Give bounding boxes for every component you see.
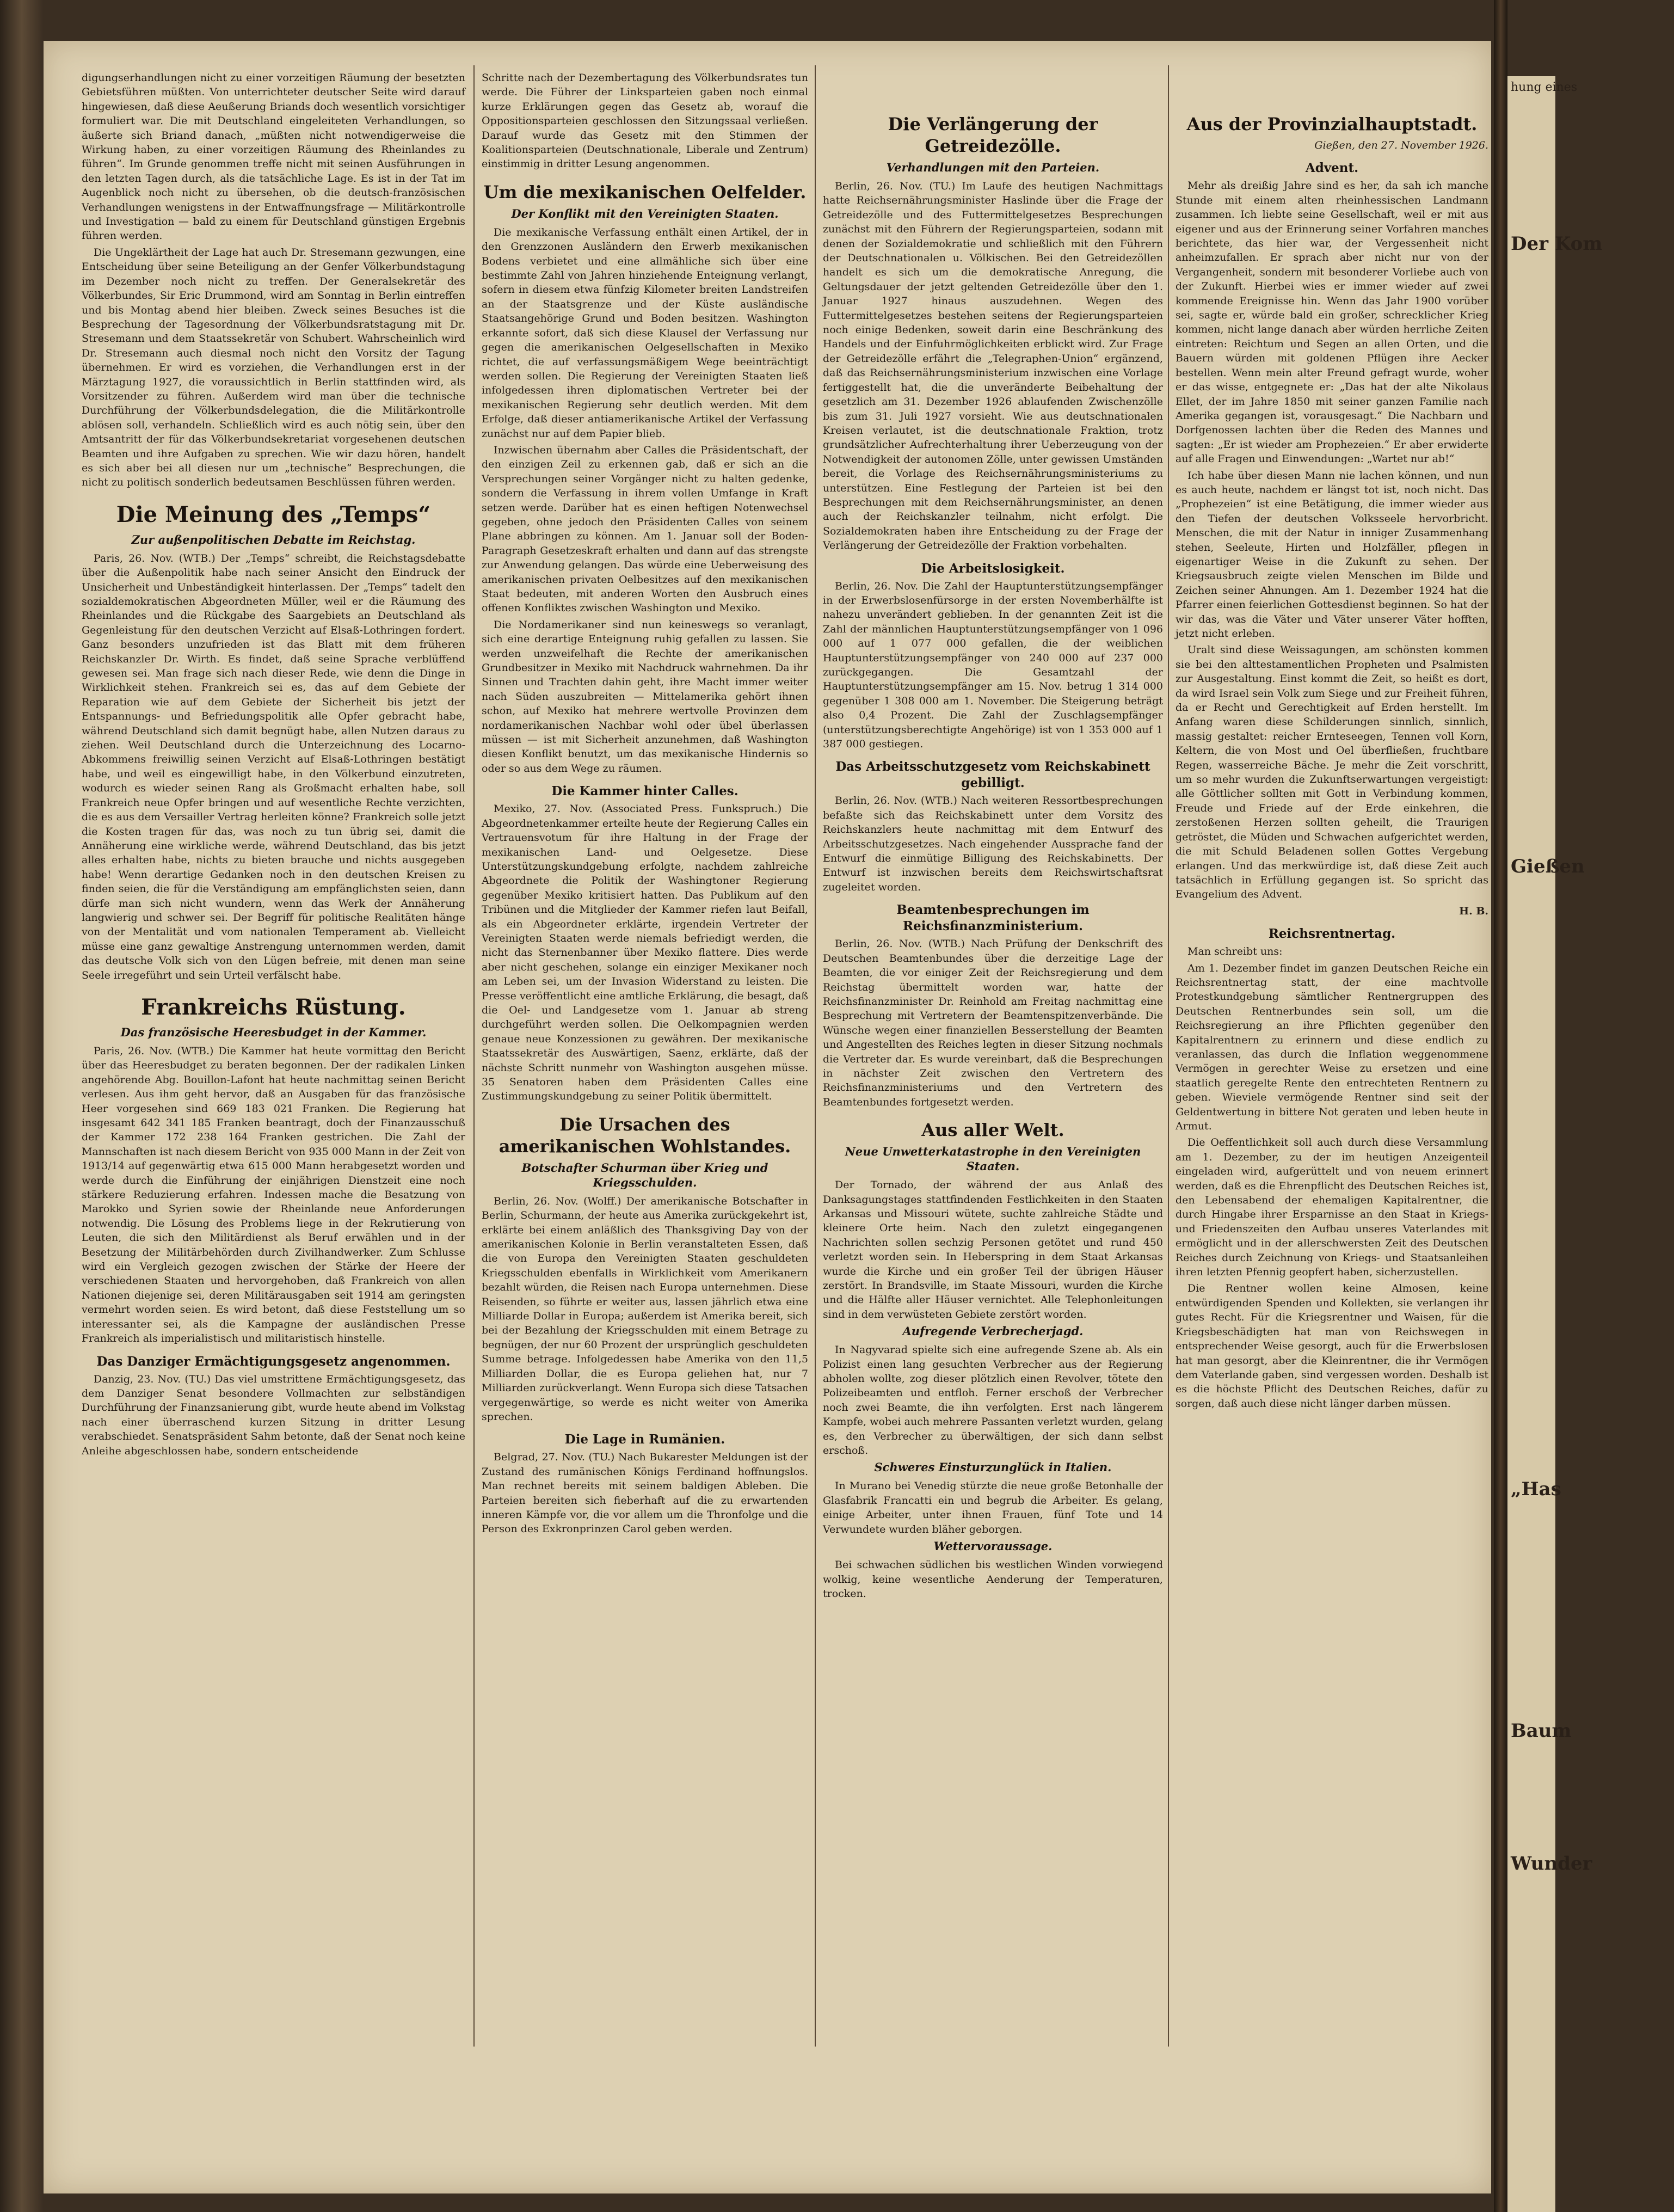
column-3 [823, 103, 1163, 2117]
adjacent-page-fragment [1507, 76, 1603, 2212]
article-paragraph: Bei schwachen südlichen bis westlichen Winden vorwiegend wolkig, keine wesentliche Aenderung der Temperaturen, trocken. [823, 1559, 1163, 1600]
subheadline-getreidezoelle: Verhandlungen mit den Parteien. [886, 161, 1100, 174]
article-paragraph: Mexiko, 27. Nov. (Associated Press. Funkspruch.) Die Abgeordnetenkammer erteilte heute der Regierung Calles ein Vertrauensvotum für ihre Haltung in der Frage der mexikanischen Land- und Oelgesetze. Diese Unterstützungskundgebung erfolgte, nachdem zahlreiche Abgeordnete die Politik der Washingtoner Regierung gegenüber Mexiko kritisiert hatten. Das Publikum auf den Tribünen und die Mitglieder der Kammer riefen laut Beifall, als ein Abgeordneter erklärte, irgendein Vertreter der Vereinigten Staaten werde niemals befriedigt werden, die nicht das Sternenbanner über Mexiko flattere. Dies werde aber nicht geschehen, solange ein einziger Mexikaner noch am Leben sei, um der Invasion Widerstand zu leisten. Die Presse veröffentlicht eine amtliche Erklärung, die besagt, daß die Oel- und Landgesetze vom 1. Januar ab streng durchgeführt werden sollen. Die Oelkompagnien werden genaue neue Konzessionen zu gewähren. Der mexikanische Staatssekretär des Auswärtigen, Saenz, erklärte, daß der nächste Schritt nunmehr von Washington ausgehen müsse. 35 Senatoren haben dem Präsidenten Calles eine Zustimmungskundgebung zu seiner Politik übermittelt. [482, 803, 808, 1103]
article-paragraph: Am 1. Dezember findet im ganzen Deutschen Reiche ein Reichsrentnertag statt, der eine machtvolle Protestkundgebung sämtlicher Rentnergruppen des Deutschen Rentnerbundes sein soll, um die Reichsregierung an ihre Pflichten gegenüber den Kapitalrentnern zu erinnern und diese endlich zu veranlassen, das durch die Inflation weggenommene Vermögen in gerechter Weise zu ersetzen und eine staatlich geregelte Rente den entrechteten Rentnern zu geben. Wieviele vermögende Rentner sind seit der Geldentwertung in bittere Not geraten und leben heute in Armut. [1176, 962, 1488, 1132]
fragment-line: hung eines [1511, 81, 1578, 94]
column-rule [473, 65, 475, 2047]
fragment-heading: „Has [1511, 1478, 1561, 1500]
column-1 [82, 71, 465, 2025]
subheadline-oelfelder: Der Konflikt mit den Vereinigten Staaten. [511, 206, 779, 220]
column-4 [1176, 103, 1488, 2117]
article-paragraph: Berlin, 26. Nov. (Wolff.) Der amerikanische Botschafter in Berlin, Schurmann, der heute aus Amerika zurückgekehrt ist, erklärte bei einem anläßlich des Thanksgiving Day von der amerikanischen Kolonie in Berlin veranstalteten Essen, daß die von Europa den Vereinigten Staaten geschuldeten Kriegsschulden ebenfalls in Wirklichkeit vom Amerikanern bezahlt würden, die Reisen nach Europa unternehmen. Diese Reisenden, so führte er weiter aus, lassen jährlich etwa eine Milliarde Dollar in Europa; außerdem ist Amerika bereit, sich bei der Bezahlung der Kriegsschulden mit einem Betrage zu begnügen, der nur 60 Prozent der ursprünglich geschuldeten Summe betrage. Infolgedessen habe Amerika von den 11,5 Milliarden Dollar, die es Europa geliehen hat, nur 7 Milliarden zurückverlangt. Wenn Europa sich diese Tatsachen vergegenwärtige, so werde es nicht weiter von Amerika sprechen. [482, 1195, 808, 1423]
headline-ruestung: Frankreichs Rüstung. [141, 994, 406, 1020]
dateline: Gießen, den 27. November 1926. [1314, 139, 1488, 151]
article-paragraph: Paris, 26. Nov. (WTB.) Der „Temps“ schreibt, die Reichstagsdebatte über die Außenpolitik habe nach seiner Ansicht den Eindruck der Unsicherheit und Unbeständigkeit hinterlassen. Der „Temps“ tadelt den sozialdemokratischen Abgeordneten Müller, weil er die Räumung des Rheinlandes und die Rückgabe des Saargebiets an Deutschland als Gegenleistung für den deutschen Verzicht auf Elsaß-Lothringen fordert. Ganz besonders unzufrieden ist das Blatt mit dem früheren Reichskanzler Dr. Wirth. Es findet, daß seine Sprache verblüffend gewesen sei. Man frage sich nach dieser Rede, wie denn die Dinge in Wirklichkeit stehen. Frankreich sei es, das auf dem Gebiete der Reparation wie auf dem Gebiete der Sicherheit bis jetzt der Entspannungs- und Befriedungspolitik alle Opfer gebracht habe, während Deutschland sich damit begnügt habe, allen Nutzen daraus zu ziehen. Weil Deutschland durch die Unterzeichnung des Locarno-Abkommens freiwillig seinen Verzicht auf Elsaß-Lothringen bestätigt habe, und weil es eingewilligt habe, in den Völkerbund einzutreten, wodurch es wieder seinen Rang als Großmacht erhalten habe, soll Frankreich neue Opfer bringen und auf wesentliche Rechte verzichten, die es aus dem Versailler Vertrag herleiten könne? Frankreich solle jetzt die Kosten tragen für das, was noch zu tun übrig sei, damit die Annäherung eine wirkliche werde, während Deutschland, das bis jetzt alles erhalten habe, nichts zu bieten brauche und nichts ausgegeben habe! Wenn derartige Gedanken noch in den deutschen Kreisen zu finden seien, die für die Verständigung am empfänglichsten seien, dann dürfe man sich nicht wundern, wenn das Werk der Annäherung langwierig und schwer sei. Der Begriff für politische Realitäten hänge von der Mentalität und vom nationalen Temperament ab. Vielleicht müsse eine ganz gewaltige Anstrengung unternommen werden, damit das deutsche Volk sich von den Lügen befreie, mit denen man seine Seele irregeführt und sein Urteil verfälscht habe. [82, 552, 465, 981]
headline-reichsrentnertag: Reichsrentnertag. [1268, 926, 1396, 942]
article-paragraph: In Nagyvarad spielte sich eine aufregende Szene ab. Als ein Polizist einen lang gesuchten Verbrecher aus der Regierung abholen wollte, zog dieser plötzlich einen Revolver, tötete den Polizeibeamten und entfloh. Ferner erschoß der Verbrecher noch zwei Beamte, die ihn verfolgten. Erst nach längerem Kampfe, wobei auch mehrere Passanten verletzt wurden, gelang es, den Verbrecher zu überwältigen, der sich dann selbst erschoß. [823, 1344, 1163, 1457]
article-paragraph: Danzig, 23. Nov. (TU.) Das viel umstrittene Ermächtigungsgesetz, das dem Danziger Senat besondere Vollmachten zur selbständigen Durchführung der Finanzsanierung gibt, wurde heute abend im Volkstag nach einer überraschend kurzen Sitzung in dritter Lesung verabschiedet. Senatspräsident Sahm betonte, daß der Senat noch keine Anleihe abgeschlossen habe, sondern entscheidende [82, 1373, 465, 1457]
article-paragraph: Paris, 26. Nov. (WTB.) Die Kammer hat heute vormittag den Bericht über das Heeresbudget zu beraten begonnen. Der der radikalen Linken angehörende Abg. Bouillon-Lafont hat heute nachmittag seinen Bericht verlesen. Aus ihm geht hervor, daß an Ausgaben für das französische Heer vorgesehen sind 669 183 021 Franken. Die Regierung hat insgesamt 642 341 185 Franken beantragt, doch der Finanzausschuß der Kammer 172 238 164 Franken gestrichen. Die Zahl der Mannschaften ist nach diesem Bericht von 935 000 Mann in der Zeit von 1913/14 auf gegenwärtig etwa 615 000 Mann herabgesetzt worden und werde durch die Einführung der einjährigen Dienstzeit eine noch stärkere Reduzierung erfahren. Indessen mache die Besatzung von Marokko und Syrien sowie der Rheinlande neue Anforderungen notwendig. Die Lösung des Problems liege in der Rekrutierung von Leuten, die sich den Militärdienst als Beruf erwählen und in der Besetzung der Militärbehörden durch Zivilhandwerker. Zum Schlusse wird ein Vergleich gezogen zwischen der Stärke der Heere der verschiedenen Staaten und hervorgehoben, daß Frankreich von allen Nationen diejenige sei, deren Militärausgaben seit 1914 am geringsten vermehrt worden seien. Es wird betont, daß diese Feststellung um so interessanter sei, als die Kampagne der ausländischen Presse Frankreich als imperialistisch und militaristisch hinstelle. [82, 1044, 465, 1345]
subheadline-ruestung: Das französische Heeresbudget in der Kammer. [120, 1025, 427, 1039]
article-paragraph: Inzwischen übernahm aber Calles die Präsidentschaft, der den einzigen Zeil zu erkennen gab, daß er sich an die Versprechungen seiner Vorgänger nicht zu halten gedenke, sondern die Verfassung in ihrem vollen Umfange in Kraft setzen werde. Darüber hat es einen heftigen Notenwechsel gegeben, ohne jedoch den Präsidenten Calles von seinem Plane abbringen zu können. Am 1. Januar soll der Boden-Paragraph Gesetzeskraft erhalten und dann auf das strengste zur Anwendung gelangen. Das würde eine Ueberweisung des amerikanischen privaten Oelbesitzes auf den mexikanischen Staat bedeuten, mit anderen Worten den Ausbruch eines offenen Konfliktes zwischen Washington und Mexiko. [482, 444, 808, 615]
article-paragraph: Uralt sind diese Weissagungen, am schönsten kommen sie bei den alttestamentlichen Propheten und Psalmisten zur Ausgestaltung. Einst kommt die Zeit, so heißt es dort, da wird Israel sein Volk zum Siege und zur Freiheit führen, da er Recht und Gerechtigkeit auf Erden herstellt. Im Anfang waren diese Schilderungen sinnlich, sinnlich, massig gestaltet: reicher Ernteseegen, Tennen voll Korn, Keltern, die von Most und Oel überfließen, fruchtbare Regen, wasserreiche Bäche. Je mehr die Zeit vorschritt, um so mehr wurden die Zukunftserwartungen vergeistigt: alle Göttlicher sollten mit Gott in Verbindung kommen, Freude und Friede auf der Erde einkehren, die zerstoßenen Herzen sollten geheilt, die Traurigen getröstet, die Müden und Schwachen aufgerichtet werden, die mit Schuld Beladenen sollen Gottes Vergebung erlangen. Und das merkwürdige ist, daß diese Zeit auch tatsächlich in Erfüllung gegangen ist. So spricht das Evangelium des Advent. [1176, 644, 1488, 901]
headline-rumaenien: Die Lage in Rumänien. [564, 1432, 725, 1447]
article-paragraph: Schritte nach der Dezembertagung des Völkerbundsrates tun werde. Die Führer der Linksparteien gaben noch einmal kurze Erklärungen gegen das Gesetz ab, worauf die Oppositionsparteien geschlossen den Sitzungssaal verließen. Darauf wurde das Gesetz mit den Stimmen der Koalitionsparteien (Deutschnationale, Liberale und Zentrum) einstimmig in dritter Lesung angenommen. [482, 72, 808, 170]
adjacent-text [1507, 76, 1674, 1876]
headline-arbeitslosigkeit: Die Arbeitslosigkeit. [921, 561, 1065, 576]
subheadline-einsturz: Schweres Einsturzunglück in Italien. [874, 1460, 1112, 1474]
article-paragraph: digungserhandlungen nicht zu einer vorzeitigen Räumung der besetzten Gebietsführen müßten. Von unterrichteter deutscher Seite wird darauf hingewiesen, daß diese Aeußerung Briands doch wesentlich vorsichtiger formuliert war. Die mit Deutschland eingeleiteten Verhandlungen, so äußerte sich Briand danach, „müßten nicht notwendigerweise die Wirkung haben, zu einer vorzeitigen Räumung des Rheinlandes zu führen“. Im Grunde genommen treffe nicht mit seinen Ausführungen in den letzten Tagen durch, als die tatsächliche Lage. Es ist in der Tat im Augenblick noch nicht zu übersehen, ob die deutsch-französischen Verhandlungen wenigstens in der Entwaffnungsfrage — Militärkontrolle und Investigation — bald zu einem für Deutschland günstigen Ergebnis führen werden. [82, 72, 465, 242]
headline-getreidezoelle: Die Verlängerung der Getreidezölle. [888, 114, 1098, 156]
subheadline-temps: Zur außenpolitischen Debatte im Reichstag. [131, 532, 416, 546]
subheadline-verbrecherjagd: Aufregende Verbrecherjagd. [902, 1324, 1084, 1338]
article-paragraph: Die Rentner wollen keine Almosen, keine entwürdigenden Spenden und Kollekten, sie verlangen ihr gutes Recht. Für die Kriegsrentner und Waisen, für die Kriegsbeschädigten hat man von Reichswegen in entsprechender Weise gesorgt, auch für die Erwerbslosen hat man gesorgt, aber die Kleinrentner, die ihr Vermögen dem Vaterlande gaben, sind vergessen worden. Deshalb ist es die höchste Pflicht des Deutschen Reiches, dafür zu sorgen, daß auch diese nicht länger darben müssen. [1176, 1282, 1488, 1410]
subheadline-unwetter: Neue Unwetterkatastrophe in den Vereinigten Staaten. [845, 1145, 1141, 1173]
headline-beamte: Beamtenbesprechungen im Reichsfinanzministerium. [896, 902, 1090, 934]
headline-advent: Advent. [1305, 161, 1359, 176]
article-paragraph: Der Tornado, der während der aus Anlaß des Danksagungstages stattfindenden Festlichkeiten in den Staaten Arkansas und Missouri wütete, suchte zahlreiche Städte und kleinere Orte heim. Nach den zuletzt eingegangenen Nachrichten sollen sechzig Personen getötet und rund 450 verletzt worden sein. In Heberspring in dem Staat Arkansas wurde die Kirche und ein großer Teil der übrigen Häuser zerstört. In Brandsville, im Staate Missouri, wurden die Kirche und die Hälfte aller Häuser vernichtet. Alle Telephonleitungen sind in dem verwüsteten Gebiete zerstört worden. [823, 1179, 1163, 1320]
headline-provinzialhauptstadt: Aus der Provinzialhauptstadt. [1186, 114, 1478, 134]
column-rule [1168, 65, 1169, 2047]
headline-oelfelder: Um die mexikanischen Oelfelder. [483, 181, 807, 202]
article-paragraph: Mehr als dreißig Jahre sind es her, da sah ich manche Stunde mit einem alten rheinhessischen Landmann zusammen. Ich liebte seine Gesellschaft, weil er mit aus eigener und aus der Erinnerung seiner Vorfahren manches berichtete, das hier war, der Vergessenheit nicht anheimzufallen. Er sprach aber nicht nur von der Vergangenheit, sondern mit besonderer Vorliebe auch von der Zukunft. Hierbei wies er immer wieder auf zwei kommende Ereignisse hin. Wenn das Jahr 1900 vorüber sei, sagte er, würde bald ein großer, schrecklicher Krieg kommen, nicht lange danach aber würden herrliche Zeiten eintreten: Reichtum und Segen an allen Orten, und die Bauern würden mit goldenen Pflügen ihre Aecker bestellen. Wenn mein alter Freund gefragt wurde, woher er das wisse, entgegnete er: „Das hat der alte Nikolaus Ellet, der im Jahre 1850 mit seiner ganzen Familie nach Amerika gegangen ist, vorausgesagt.“ Die Nachbarn und Dorfgenossen lachten über die Reden des Mannes und sagten: „Er ist wieder am Prophezeien.“ Er aber erwiderte auf alle Fragen und Einwendungen: „Wartet nur ab!“ [1176, 180, 1488, 465]
article-paragraph: Die Oeffentlichkeit soll auch durch diese Versammlung am 1. Dezember, zu der im heutigen Anzeigenteil eingeladen wird, aufgerüttelt und von neuem erinnert werden, daß es die Ehrenpflicht des Deutschen Reiches ist, den Lebensabend der ehemaligen Kapitalrentner, die durch Hingabe ihrer Ersparnisse an den Staat in Kriegs- und Friedenszeiten den Aufbau unseres Vaterlandes mit ermöglicht und in der allerschwersten Zeit des Deutschen Reiches durch Zeichnung von Kriegs- und Staatsanleihen ihren letzten Pfennig geopfert haben, sicherzustellen. [1176, 1136, 1488, 1279]
column-rule [815, 65, 816, 2047]
article-paragraph: Ich habe über diesen Mann nie lachen können, und nun es auch heute, nachdem er längst tot ist, noch nicht. Das „Prophezeien“ ist eine Betätigung, die immer wieder aus den Tiefen der deutschen Volksseele hervorbricht. Menschen, die mit der Natur in inniger Zusammenhang stehen, Seeleute, Hirten und Holzfäller, pflegen in eigenartiger Weise in die Zukunft zu sehen. Der Kriegsausbruch zeigte vielen Menschen im Bilde und Zeichen seiner Ahnungen. Am 1. Dezember 1924 hat die Pfarrer einen feierlichen Gottesdienst beginnen. So hat der wir das, was die Väter und Väter unserer Väter hofften, jetzt nicht erleben. [1176, 469, 1488, 640]
article-paragraph: Die mexikanische Verfassung enthält einen Artikel, der in den Grenzzonen Ausländern den Erwerb mexikanischen Bodens verbietet und eine allmähliche sich über eine bestimmte Zahl von Jahren hinziehende Enteignung verlangt, sofern in diesem etwa fünfzig Kilometer breiten Landstreifen an der Staatsgrenze und der Küste ausländische Staatsangehörige Grund und Boden besitzen. Washington erkannte sofort, daß sich diese Klausel der Verfassung nur gegen die amerikanischen Oelgesellschaften in Mexiko richtet, die auf verfassungsmäßigem Wege beeinträchtigt werden sollen. Die Regierung der Vereinigten Staaten ließ infolgedessen ihren diplomatischen Vertreter bei der mexikanischen Regierung sehr deutlich werden. Mit dem Erfolge, daß dieser antiamerikanische Artikel der Verfassung zunächst nur auf dem Papier blieb. [482, 226, 808, 440]
article-paragraph: Die Nordamerikaner sind nun keineswegs so veranlagt, sich eine derartige Enteignung ruhig gefallen zu lassen. Sie werden unzweifelhaft die Rechte der amerikanischen Grundbesitzer in Mexiko mit Nachdruck wahrnehmen. Da ihr Sinnen und Trachten dahin geht, ihre Macht immer weiter nach Süden auszubreiten — Mittelamerika gehört ihnen schon, auf Mexiko hat mehrere wertvolle Provinzen dem nordamerikanischen Nachbar wohl oder übel überlassen müssen — ist mit Sicherheit anzunehmen, daß Washington diesen Konflikt benutzt, um das mexikanische Hindernis so oder so aus dem Wege zu räumen. [482, 618, 808, 775]
article-paragraph: Berlin, 26. Nov. (WTB.) Nach Prüfung der Denkschrift des Deutschen Beamtenbundes über die derzeitige Lage der Beamten, die vor einiger Zeit der Reichsregierung und dem Reichstag übermittelt worden war, hatte der Reichsfinanzminister Dr. Reinhold am Freitag nachmittag eine Besprechung mit Vertretern der Beamtenspitzenverbände. Die Wünsche wegen einer finanziellen Besserstellung der Beamten und Angestellten des Reiches legten in dieser Sitzung nochmals die Vertreter dar. Es wurde vereinbart, daß die Besprechungen in nächster Zeit zwischen den Vertretern des Reichsfinanzministeriums und den Vertretern des Beamtenbundes fortgesetzt werden. [823, 938, 1163, 1108]
headline-wohlstand: Die Ursachen des amerikanischen Wohlstandes. [498, 1114, 791, 1157]
article-paragraph: Berlin, 26. Nov. (TU.) Im Laufe des heutigen Nachmittags hatte Reichsernährungsminister Haslinde über die Frage der Getreidezölle und des Futtermittelgesetzes Besprechungen zunächst mit den Führern der Regierungsparteien, sodann mit denen der Sozialdemokratie und schließlich mit den Führern der Deutschnationalen u. Völkischen. Bei den Getreidezöllen handelt es sich um die demokratische Anregung, die Geltungsdauer der jetzt geltenden Getreidezölle über den 1. Januar 1927 hinaus auszudehnen. Wegen des Futtermittelgesetzes bestehen seitens der Regierungsparteien noch einige Bedenken, soweit darin eine Beschränkung des Handels und der Einfuhrmöglichkeiten erblickt wird. Zur Frage der Getreidezölle erfährt die „Telegraphen-Union“ ergänzend, daß das Reichsernährungsministerium inzwischen eine Vorlage fertiggestellt hat, die die unveränderte Beibehaltung der gesetzlich am 31. Dezember 1926 ablaufenden Zwischenzölle bis zum 31. Juli 1927 vorsieht. Wie aus deutschnationalen Kreisen verlautet, ist die deutschnationale Fraktion, trotz grundsätzlicher Aufrechterhaltung ihrer Ueberzeugung von der Notwendigkeit der autonomen Zölle, unter gewissen Umständen bereit, die Vorlage des Reichsernährungsministeriums zu unterstützen. Eine Festlegung der Parteien ist bei den Besprechungen mit dem Reichsernährungsminister, an denen auch der Reichskanzler teilnahm, nicht erfolgt. Die Sozialdemokraten haben ihre Entscheidung zu der Frage der Verlängerung der Getreidezölle der Fraktion vorbehalten. [823, 180, 1163, 552]
headline-aus-aller-welt: Aus aller Welt. [921, 1120, 1064, 1141]
headline-danzig: Das Danziger Ermächtigungsgesetz angenommen. [96, 1354, 451, 1369]
article-paragraph: Berlin, 26. Nov. (WTB.) Nach weiteren Ressortbesprechungen befaßte sich das Reichskabinett unter dem Vorsitz des Reichskanzlers heute nachmittag mit dem Entwurf des Arbeitsschutzgesetzes. Nach eingehender Aussprache fand der Entwurf die einmütige Billigung des Reichskabinetts. Der Entwurf ist inzwischen bereits dem Reichswirtschaftsrat zugeleitet worden. [823, 795, 1163, 893]
headline-arbeitsschutz: Das Arbeitsschutzgesetz vom Reichskabinett gebilligt. [835, 759, 1150, 791]
article-paragraph: In Murano bei Venedig stürzte die neue große Betonhalle der Glasfabrik Francatti ein und begrub die Arbeiter. Es gelang, einige Arbeiter, unter ihnen Frauen, fünf Tote und 14 Verwundete wurden bläher geborgen. [823, 1480, 1163, 1535]
article-paragraph: Man schreibt uns: [1187, 945, 1283, 958]
author-signature: H. B. [1459, 905, 1488, 917]
fragment-heading: Der Kom [1511, 233, 1603, 255]
book-binding [1494, 0, 1507, 2212]
column-2 [482, 71, 808, 2025]
article-paragraph: Berlin, 26. Nov. Die Zahl der Hauptunterstützungsempfänger in der Erwerbslosenfürsorge in der ersten Novemberhälfte ist nahezu unverändert geblieben. In der genannten Zeit ist die Zahl der männlichen Hauptunterstützungsempfänger von 1 096 000 auf 1 077 000 gefallen, die der weiblichen Hauptunterstützungsempfänger von 240 000 auf 237 000 zurückgegangen. Die Gesamtzahl der Hauptunterstützungsempfänger am 15. Nov. betrug 1 314 000 gegenüber 1 308 000 am 1. November. Die Steigerung beträgt also 0,4 Prozent. Die Zahl der Zuschlagsempfänger (unterstützungsberechtigte Angehörige) ist von 1 353 000 auf 1 387 000 gestiegen. [823, 580, 1163, 751]
article-paragraph: Belgrad, 27. Nov. (TU.) Nach Bukarester Meldungen ist der Zustand des rumänischen Königs Ferdinand hoffnungslos. Man rechnet bereits mit seinem baldigen Ableben. Die Parteien bereiten sich fieberhaft auf die zu erwartenden inneren Kämpfe vor, die vor allem um die Thronfolge und die Person des Exkronprinzen Carol geben werden. [482, 1451, 808, 1535]
fragment-heading: Gießen [1511, 856, 1585, 877]
subheadline-wetter: Wettervoraussage. [933, 1539, 1053, 1553]
subheadline-wohlstand: Botschafter Schurman über Krieg und Kriegsschulden. [521, 1160, 768, 1189]
headline-kammer: Die Kammer hinter Calles. [551, 784, 738, 799]
fragment-heading: Baum [1511, 1720, 1572, 1742]
headline-temps: Die Meinung des „Temps“ [116, 501, 431, 527]
fragment-heading: Wunder [1511, 1853, 1592, 1875]
article-paragraph: Die Ungeklärtheit der Lage hat auch Dr. Stresemann gezwungen, eine Entscheidung über seine Beteiligung an der Genfer Völkerbundstagung im Dezember noch nicht zu treffen. Der Generalsekretär des Völkerbundes, Sir Eric Drummond, wird am Sonntag in Berlin eintreffen und bis Montag abend hier bleiben. Zweck seines Besuches ist die Besprechung der Tagesordnung der Völkerbundsratstagung mit Dr. Stresemann und dem Staatssekretär von Schubert. Wahrscheinlich wird Dr. Stresemann auch diesmal noch nicht den Vorsitz der Tagung übernehmen. Er wird es vorziehen, die Verhandlungen erst in der Märztagung 1927, die voraussichtlich in Berlin stattfinden wird, als Vorsitzender zu führen. Außerdem wird man über die technische Durchführung der Völkerbundsdelegation, die die Militärkontrolle ablösen soll, verhandeln. Schließlich wird es auch nötig sein, über den Amtsantritt der für das Völkerbundsekretariat vorgesehenen deutschen Beamten und ihre Aufgaben zu sprechen. Wie wir dazu hören, handelt es sich aber bei all diesen nur um „technische“ Besprechungen, die nicht zu politisch sonderlich bedeutsamen Beschlüssen führen werden. [82, 246, 465, 489]
